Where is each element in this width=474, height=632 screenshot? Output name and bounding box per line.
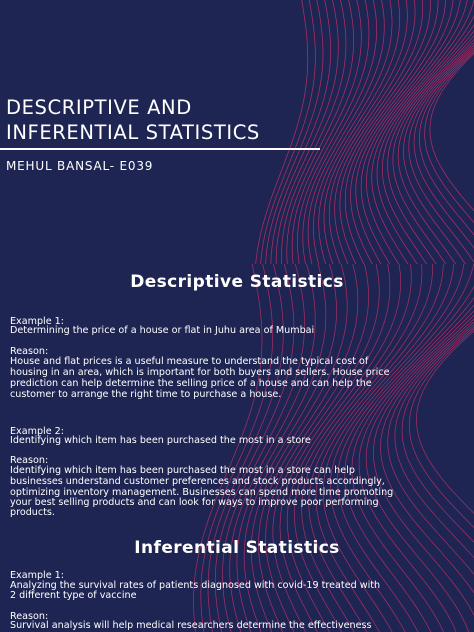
wave-line xyxy=(419,0,474,264)
example2-label: Example 2: xyxy=(10,426,65,437)
reason2-line: Identifying which item has been purchased the most in a store can help xyxy=(10,465,355,476)
reason2-line: optimizing inventory management. Businesses can spend more time promoting xyxy=(10,487,394,498)
inf-example1-label: Example 1: xyxy=(10,570,65,581)
wave-line xyxy=(382,0,474,264)
reason1-line: customer to arrange the right time to purchase a house. xyxy=(10,389,282,400)
reason1-line: housing in an area, which is important for both buyers and sellers. House price xyxy=(10,367,390,378)
example1-text: Determining the price of a house or flat in Juhu area of Mumbai xyxy=(10,325,315,336)
wave-line xyxy=(414,0,474,264)
wave-line xyxy=(292,0,361,264)
author-name: MEHUL BANSAL- E039 xyxy=(6,159,154,173)
reason2-line: your best selling products and can look for ways to improve poor performing xyxy=(10,497,379,508)
reason2-line: products. xyxy=(10,507,55,518)
reason1-line: House and flat prices is a useful measure to understand the typical cost of xyxy=(10,356,369,367)
wave-line xyxy=(271,0,331,264)
wave-line xyxy=(287,0,354,264)
inf-example1-line: 2 different type of vaccine xyxy=(10,590,137,601)
example1-label: Example 1: xyxy=(10,316,65,327)
wave-line xyxy=(425,0,474,264)
reason2-line: businesses understand customer preferences and stock products accordingly, xyxy=(10,476,385,487)
example2-text: Identifying which item has been purchased the most in a store xyxy=(10,435,311,446)
wave-line xyxy=(255,0,308,264)
wave-line xyxy=(313,0,392,264)
inf-reason1-line: Survival analysis will help medical researchers determine the effectiveness xyxy=(10,620,372,631)
reason2-label: Reason: xyxy=(10,455,49,466)
inf-example1-line: Analyzing the survival rates of patients diagnosed with covid-19 treated with xyxy=(10,580,381,591)
title-line-2: INFERENTIAL STATISTICS xyxy=(6,121,260,144)
inferential-heading: Inferential Statistics xyxy=(134,538,340,558)
wave-line xyxy=(416,264,474,632)
content-slide xyxy=(0,264,474,632)
wave-line xyxy=(393,0,474,264)
title-line-1: DESCRIPTIVE AND xyxy=(6,96,192,119)
title-slide xyxy=(0,0,474,264)
reason1-line: prediction can help determine the selling price of a house and can help the xyxy=(10,378,372,389)
wave-line xyxy=(372,0,474,264)
inf-reason1-label: Reason: xyxy=(10,611,49,622)
reason1-label: Reason: xyxy=(10,346,49,357)
wave-line xyxy=(409,0,474,264)
title-divider xyxy=(0,148,320,150)
descriptive-heading: Descriptive Statistics xyxy=(130,272,344,292)
